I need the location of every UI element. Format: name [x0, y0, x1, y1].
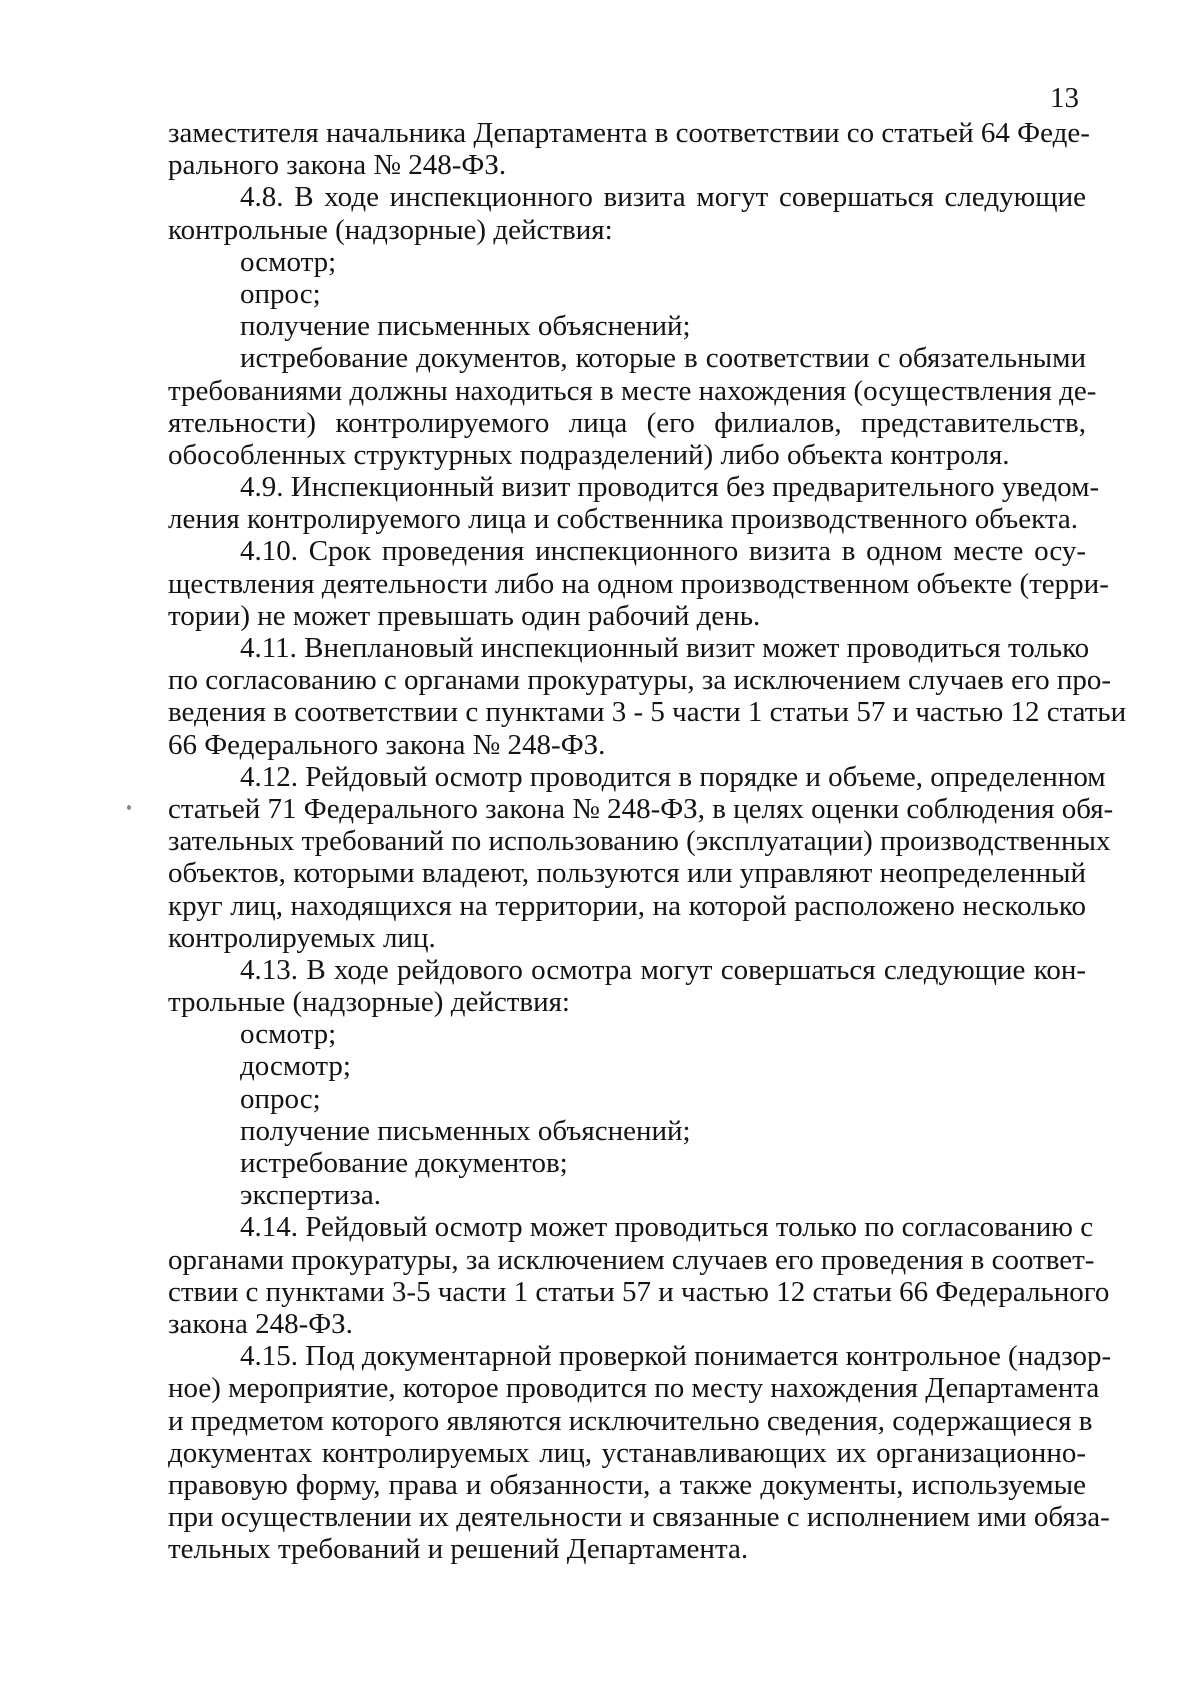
text-line: 4.8. В ходе инспекционного визита могут совершаться следующие	[240, 181, 1086, 214]
list-item-line: получение письменных объяснений;	[240, 310, 691, 343]
list-item-line: опрос;	[240, 277, 321, 310]
text-line: круг лиц, находящихся на территории, на которой расположено несколько	[168, 889, 1086, 922]
text-line: документах контролируемых лиц, устанавливающих их организационно-	[168, 1436, 1086, 1469]
text-line: заместителя начальника Департамента в соответствии со статьей 64 Феде-	[168, 117, 1090, 149]
text-line: ществления деятельности либо на одном производственном объекте (терри-	[168, 567, 1109, 600]
list-item-line: осмотр;	[240, 245, 337, 278]
list-item-line: экспертиза.	[240, 1179, 381, 1212]
text-line: правовую форму, права и обязанности, а также документы, используемые	[168, 1468, 1086, 1501]
list-item-line: получение письменных объяснений;	[240, 1114, 691, 1147]
text-line: тории) не может превышать один рабочий день.	[168, 599, 761, 632]
text-line: ное) мероприятие, которое проводится по месту нахождения Департамента	[168, 1372, 1100, 1405]
text-line: ствии с пунктами 3-5 части 1 статьи 57 и частью 12 статьи 66 Федерального	[168, 1275, 1110, 1308]
text-line: 4.11. Внеплановый инспекционный визит может проводиться только	[240, 632, 1090, 664]
list-item-line: опрос;	[240, 1082, 321, 1115]
page-number: 13	[1050, 82, 1079, 114]
text-line: 66 Федерального закона № 248-ФЗ.	[168, 728, 606, 761]
text-line: объектов, которыми владеют, пользуются или управляют неопределенный	[168, 857, 1086, 890]
text-line: по согласованию с органами прокуратуры, за исключением случаев его про-	[168, 664, 1112, 697]
text-line: органами прокуратуры, за исключением случаев его проведения в соответ-	[168, 1243, 1095, 1276]
list-item-line: осмотр;	[240, 1018, 337, 1051]
text-line: при осуществлении их деятельности и связанные с исполнением ими обяза-	[168, 1501, 1110, 1534]
list-item-line: досмотр;	[240, 1050, 351, 1083]
text-line: зательных требований по использованию (эксплуатации) производственных	[168, 825, 1111, 858]
text-line: 4.15. Под документарной проверкой понимается контрольное (надзор-	[240, 1340, 1112, 1373]
text-line: требованиями должны находиться в месте нахождения (осуществления де-	[168, 374, 1097, 407]
list-item-line: истребование документов;	[240, 1147, 568, 1179]
text-line: обособленных структурных подразделений) либо объекта контроля.	[168, 438, 1010, 471]
text-line: контролируемых лиц.	[168, 921, 436, 954]
text-line: тельных требований и решений Департамента.	[168, 1533, 749, 1566]
text-line: 4.12. Рейдовый осмотр проводится в порядке и объеме, определенном	[240, 760, 1106, 793]
text-line: ятельности) контролируемого лица (его филиалов, представительств,	[168, 406, 1086, 439]
document-body	[168, 117, 1127, 1566]
text-line: истребование документов, которые в соответствии с обязательными	[240, 342, 1086, 375]
text-line: трольные (надзорные) действия:	[168, 986, 570, 1019]
text-line: ведения в соответствии с пунктами 3 - 5 части 1 статьи 57 и частью 12 статьи	[168, 696, 1127, 729]
text-line: контрольные (надзорные) действия:	[168, 213, 613, 246]
text-line: и предметом которого являются исключительно сведения, содержащиеся в	[168, 1404, 1093, 1437]
text-line: 4.13. В ходе рейдового осмотра могут совершаться следующие кон-	[240, 953, 1086, 986]
text-line: статьей 71 Федерального закона № 248-ФЗ, в целях оценки соблюдения обя-	[168, 792, 1114, 825]
text-line: ления контролируемого лица и собственника производственного объекта.	[168, 503, 1078, 536]
text-line: 4.9. Инспекционный визит проводится без предварительного уведом-	[240, 471, 1100, 504]
text-line: рального закона № 248-ФЗ.	[168, 149, 507, 182]
text-line: закона 248-ФЗ.	[168, 1307, 353, 1340]
scan-speck	[127, 805, 131, 810]
text-line: 4.14. Рейдовый осмотр может проводиться только по согласованию с	[240, 1211, 1094, 1244]
text-line: 4.10. Срок проведения инспекционного визита в одном месте осу-	[240, 535, 1086, 568]
